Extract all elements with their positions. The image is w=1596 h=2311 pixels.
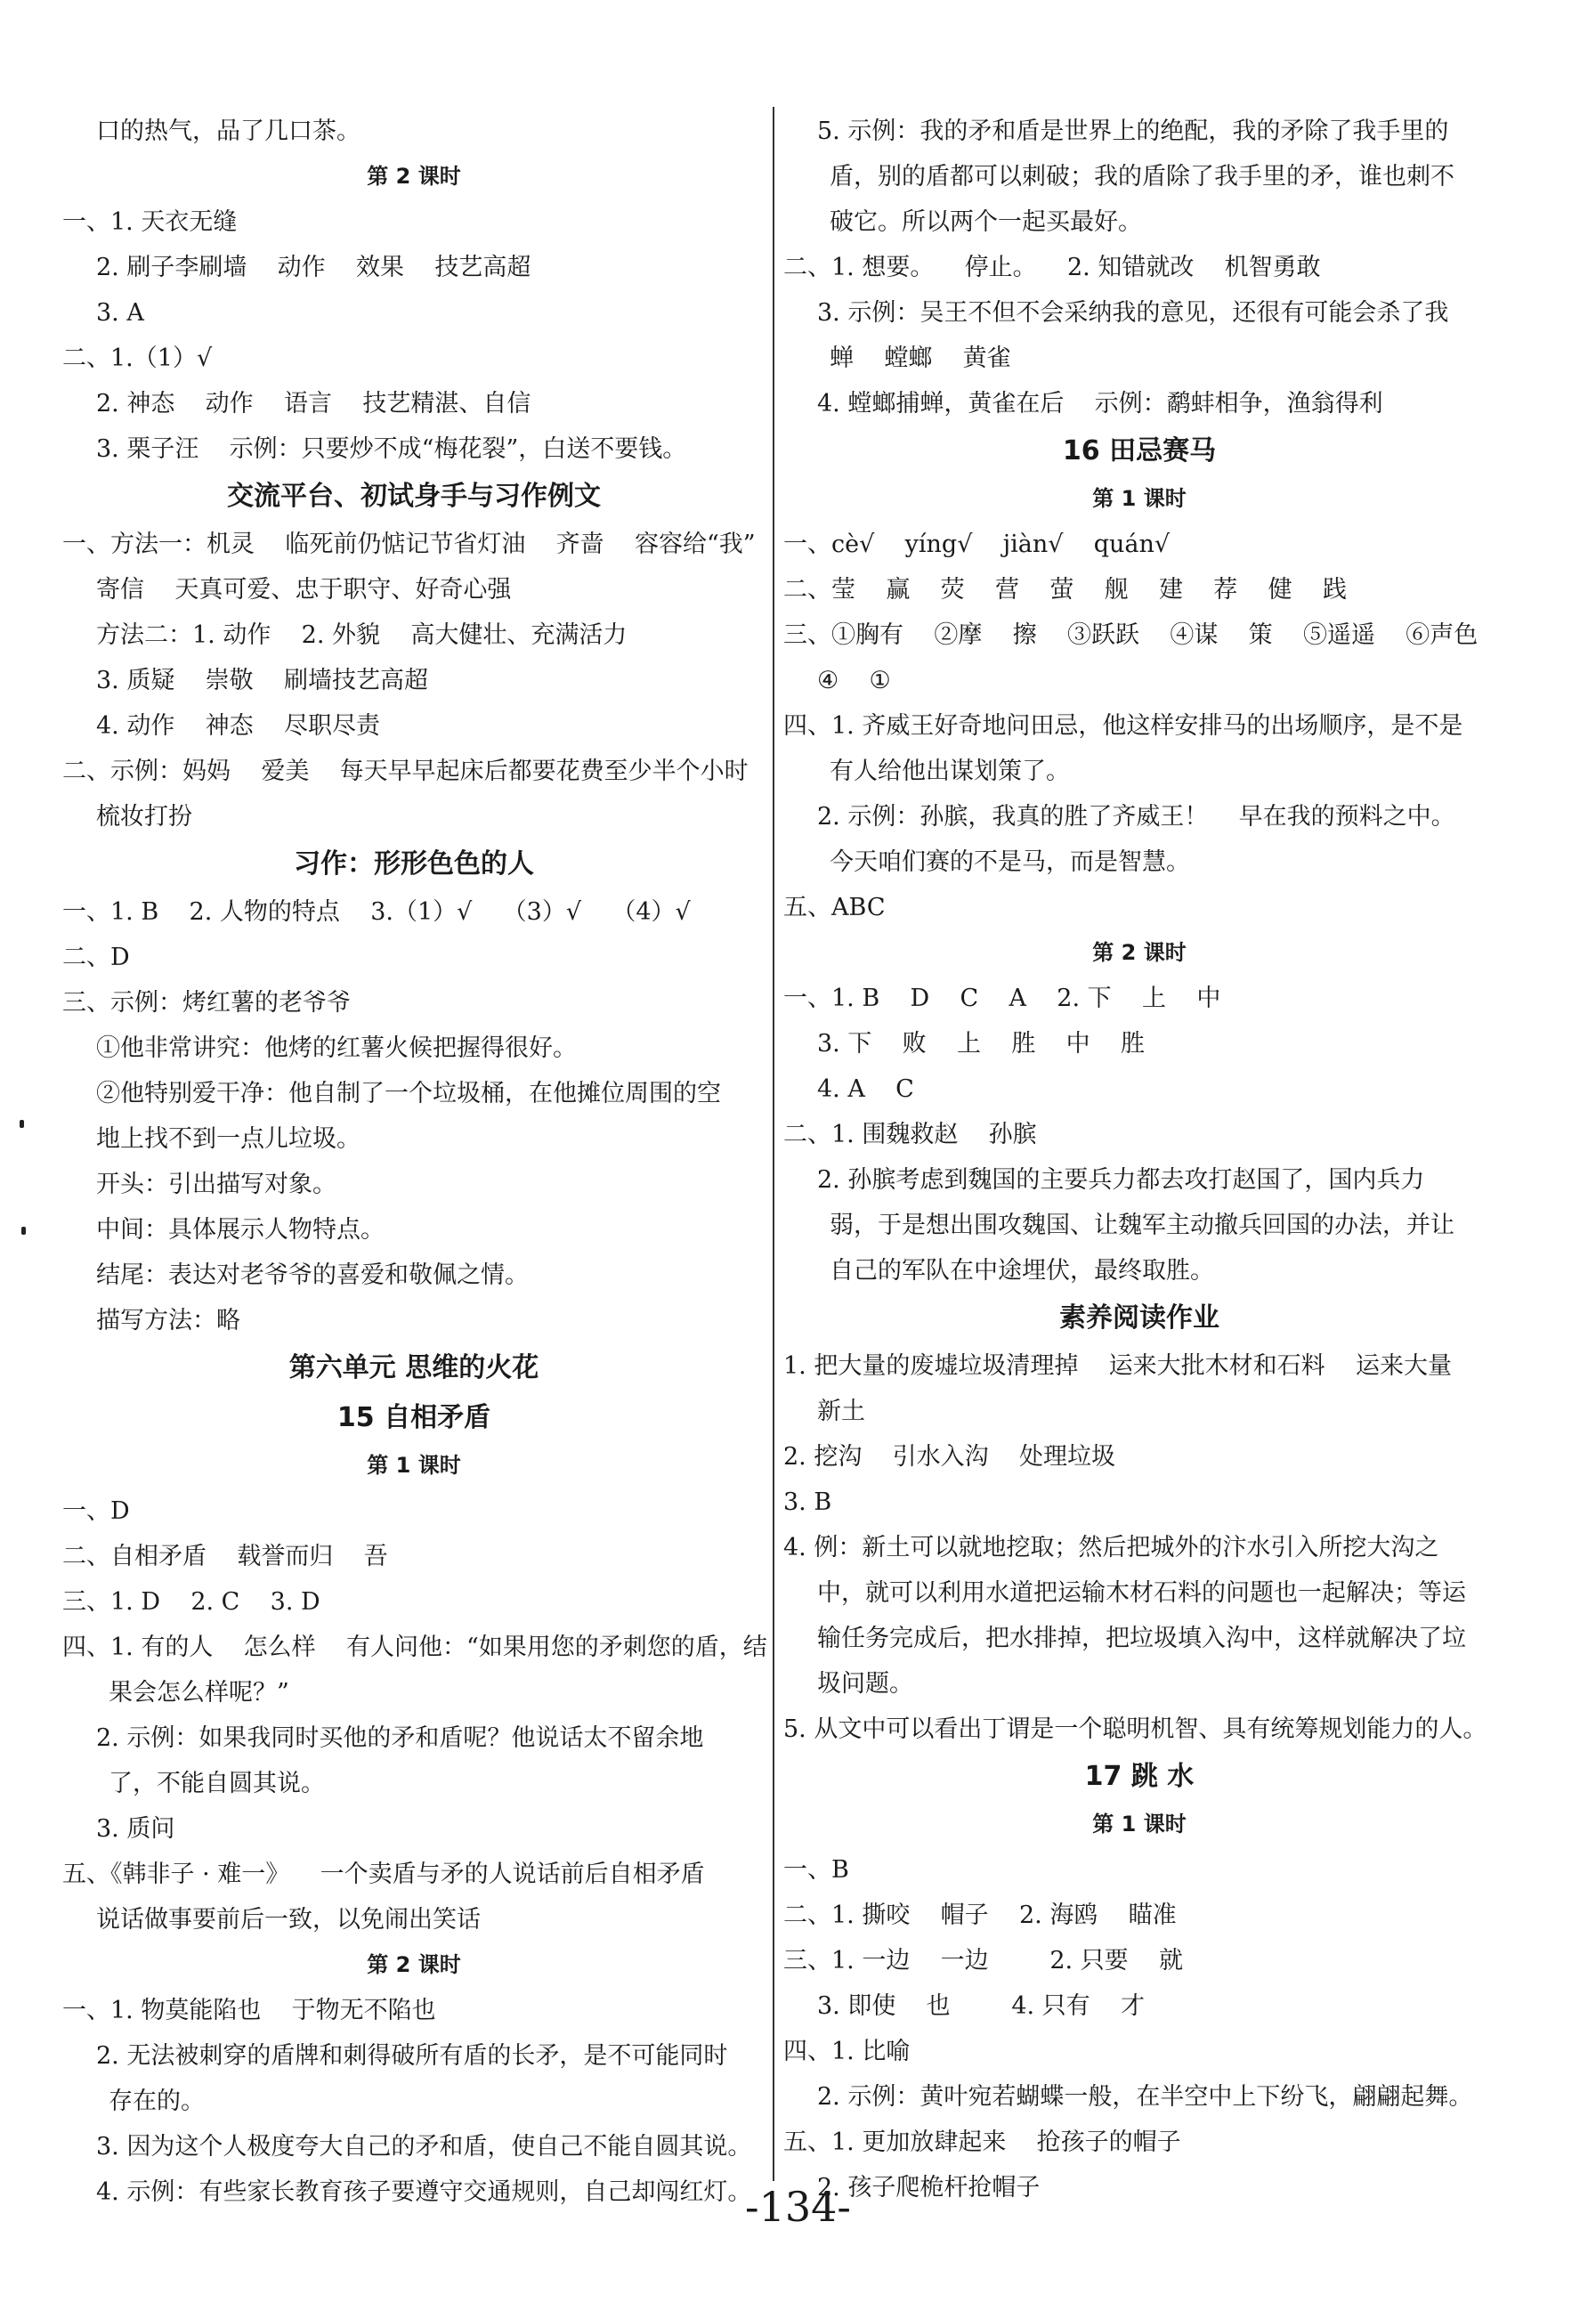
answer-line: ①他非常讲究：他烤的红薯火候把握得很好。 <box>96 1034 577 1062</box>
answer-line: 四、1. 比喻 <box>783 2038 911 2065</box>
answer-line: 2. 挖沟 引水入沟 处理垃圾 <box>783 1443 1116 1471</box>
answer-line: 2. 孩子爬桅杆抢帽子 <box>817 2174 1041 2202</box>
answer-line: 地上找不到一点儿垃圾。 <box>96 1125 361 1153</box>
answer-line: 二、示例：妈妈 爱美 每天早早起床后都要花费至少半个小时 <box>62 758 749 785</box>
answer-line: 二、1. 撕咬 帽子 2. 海鸥 瞄准 <box>783 1902 1177 1929</box>
section-heading: 素养阅读作业 <box>1059 1302 1219 1334</box>
section-heading: 第 2 课时 <box>367 164 461 189</box>
answer-line: 2. 神态 动作 语言 技艺精湛、自信 <box>96 390 531 418</box>
answer-line: 一、方法一：机灵 临死前仍惦记节省灯油 齐啬 容容给“我” <box>62 531 756 558</box>
answer-line: 3. 质问 <box>96 1815 175 1843</box>
answer-line: 3. 示例：吴王不但不会采纳我的意见，还很有可能会杀了我 <box>817 299 1449 327</box>
answer-line: 四、1. 有的人 怎么样 有人问他：“如果用您的矛刺您的盾，结 <box>62 1634 767 1661</box>
answer-line: 二、莹 赢 荧 营 萤 舰 建 荐 健 践 <box>783 576 1347 604</box>
answer-line: 圾问题。 <box>817 1670 913 1698</box>
answer-line: 一、D <box>62 1497 130 1525</box>
column-divider <box>773 107 774 2181</box>
answer-line: 三、1. D 2. C 3. D <box>62 1588 320 1616</box>
answer-line: 梳妆打扮 <box>96 803 192 831</box>
answer-line: 了，不能自圆其说。 <box>109 1770 325 1797</box>
answer-line: 五、《韩非子 · 难一》 一个卖盾与矛的人说话前后自相矛盾 <box>62 1861 705 1888</box>
answer-line: 3. B <box>783 1488 832 1516</box>
answer-line: 新土 <box>817 1398 865 1425</box>
answer-line: 果会怎么样呢？” <box>109 1679 289 1707</box>
section-heading: 交流平台、初试身手与习作例文 <box>227 481 601 512</box>
answer-line: 3. 栗子汪 示例：只要炒不成“梅花裂”，白送不要钱。 <box>96 435 687 463</box>
answer-line: 3. 质疑 崇敬 刷墙技艺高超 <box>96 667 429 694</box>
section-heading: 第 1 课时 <box>1092 1812 1187 1837</box>
answer-line: 三、1. 一边 一边 2. 只要 就 <box>783 1947 1184 1974</box>
answer-line: ②他特别爱干净：他自制了一个垃圾桶，在他摊位周围的空 <box>96 1080 721 1107</box>
answer-line: 一、1. 天衣无缝 <box>62 208 238 236</box>
answer-line: 弱，于是想出围攻魏国、让魏军主动撤兵回国的办法，并让 <box>830 1212 1454 1239</box>
answer-line: 3. 即使 也 4. 只有 才 <box>817 1992 1146 2020</box>
answer-line: 二、D <box>62 944 130 971</box>
answer-line: 3. 因为这个人极度夸大自己的矛和盾，使自己不能自圆其说。 <box>96 2133 752 2161</box>
section-heading: 第 2 课时 <box>1092 940 1187 965</box>
section-heading: 第六单元 思维的火花 <box>288 1352 539 1383</box>
answer-line: 三、①胸有 ②摩 擦 ③跃跃 ④谋 策 ⑤遥遥 ⑥声色 <box>783 621 1479 649</box>
section-heading: 16 田忌赛马 <box>1062 435 1217 466</box>
answer-line: 二、1. 围魏救赵 孙膑 <box>783 1121 1037 1148</box>
answer-line: 2. 示例：黄叶宛若蝴蝶一般，在半空中上下纷飞，翩翩起舞。 <box>817 2083 1473 2111</box>
answer-line: 一、1. B 2. 人物的特点 3.（1）√ （3）√ （4）√ <box>62 898 691 926</box>
answer-line: 1. 把大量的废墟垃圾清理掉 运来大批木材和石料 运来大量 <box>783 1352 1453 1380</box>
answer-line: 盾，别的盾都可以刺破；我的盾除了我手里的矛，谁也刺不 <box>830 163 1454 191</box>
answer-line: 存在的。 <box>109 2088 205 2115</box>
answer-line: 有人给他出谋划策了。 <box>830 758 1070 785</box>
answer-line: 今天咱们赛的不是马，而是智慧。 <box>830 848 1190 876</box>
answer-line: 五、ABC <box>783 894 886 921</box>
answer-line: 2. 无法被刺穿的盾牌和刺得破所有盾的长矛，是不可能同时 <box>96 2042 728 2070</box>
section-heading: 15 自相矛盾 <box>336 1402 491 1433</box>
answer-line: 4. 示例：有些家长教育孩子要遵守交通规则，自己却闯红灯。 <box>96 2178 752 2206</box>
answer-line: 4. 例：新土可以就地挖取；然后把城外的汴水引入所挖大沟之 <box>783 1534 1439 1561</box>
answer-line: 自己的军队在中途埋伏，最终取胜。 <box>830 1257 1214 1285</box>
answer-line: 结尾：表达对老爷爷的喜爱和敬佩之情。 <box>96 1261 529 1289</box>
answer-line: 说话做事要前后一致，以免闹出笑话 <box>96 1906 481 1934</box>
section-heading: 习作：形形色色的人 <box>294 848 534 880</box>
margin-mark <box>21 1227 26 1235</box>
answer-line: 中间：具体展示人物特点。 <box>96 1216 385 1244</box>
answer-line: 一、cè√ yíng√ jiàn√ quán√ <box>783 531 1171 558</box>
answer-line: 方法二：1. 动作 2. 外貌 高大健壮、充满活力 <box>96 621 628 649</box>
answer-line: 3. A <box>96 299 144 327</box>
answer-line: 破它。所以两个一起买最好。 <box>830 208 1142 236</box>
answer-line: 描写方法：略 <box>96 1307 240 1334</box>
answer-line: 一、1. B D C A 2. 下 上 中 <box>783 985 1221 1012</box>
answer-line: 寄信 天真可爱、忠于职守、好奇心强 <box>96 576 512 604</box>
section-heading: 17 跳 水 <box>1084 1761 1195 1792</box>
answer-line: 3. 下 败 上 胜 中 胜 <box>817 1030 1145 1058</box>
answer-line: 二、1. 想要。 停止。 2. 知错就改 机智勇敢 <box>783 254 1321 281</box>
section-heading: 第 2 课时 <box>367 1952 461 1977</box>
answer-line: 4. 螳螂捕蝉，黄雀在后 示例：鹬蚌相争，渔翁得利 <box>817 390 1383 418</box>
answer-line: 2. 示例：如果我同时买他的矛和盾呢？他说话太不留余地 <box>96 1724 704 1752</box>
answer-line: 三、示例：烤红薯的老爷爷 <box>62 989 351 1017</box>
answer-line: 一、1. 物莫能陷也 于物无不陷也 <box>62 1997 436 2024</box>
section-heading: 第 1 课时 <box>1092 486 1187 511</box>
answer-line: 五、1. 更加放肆起来 抢孩子的帽子 <box>783 2129 1181 2156</box>
answer-line: 一、B <box>783 1856 849 1884</box>
answer-line: 口的热气，品了几口茶。 <box>96 118 361 145</box>
answer-line: 开头：引出描写对象。 <box>96 1171 336 1198</box>
answer-line: 5. 从文中可以看出丁谓是一个聪明机智、具有统筹规划能力的人。 <box>783 1715 1487 1743</box>
answer-line: 二、1.（1）√ <box>62 345 213 372</box>
answer-line: 5. 示例：我的矛和盾是世界上的绝配，我的矛除了我手里的 <box>817 118 1449 145</box>
answer-line: 2. 示例：孙膑，我真的胜了齐威王！ 早在我的预料之中。 <box>817 803 1455 831</box>
answer-line: ④ ① <box>817 667 891 694</box>
section-heading: 第 1 课时 <box>367 1453 461 1478</box>
left-column <box>62 109 766 2215</box>
answer-line: 中，就可以利用水道把运输木材石料的问题也一起解决；等运 <box>817 1579 1466 1607</box>
answer-line: 输任务完成后，把水排掉，把垃圾填入沟中，这样就解决了垃 <box>817 1625 1466 1652</box>
answer-line: 4. A C <box>817 1075 914 1103</box>
page-number: -134- <box>745 2183 851 2231</box>
answer-line: 2. 刷子李刷墙 动作 效果 技艺高超 <box>96 254 531 281</box>
answer-line: 四、1. 齐威王好奇地问田忌，他这样安排马的出场顺序，是不是 <box>783 712 1463 740</box>
answer-line: 2. 孙膑考虑到魏国的主要兵力都去攻打赵国了，国内兵力 <box>817 1166 1425 1194</box>
answer-line: 蝉 螳螂 黄雀 <box>830 345 1011 372</box>
right-column <box>783 109 1495 2210</box>
margin-mark <box>20 1120 24 1128</box>
answer-line: 二、自相矛盾 载誉而归 吾 <box>62 1543 388 1570</box>
answer-line: 4. 动作 神态 尽职尽责 <box>96 712 381 740</box>
